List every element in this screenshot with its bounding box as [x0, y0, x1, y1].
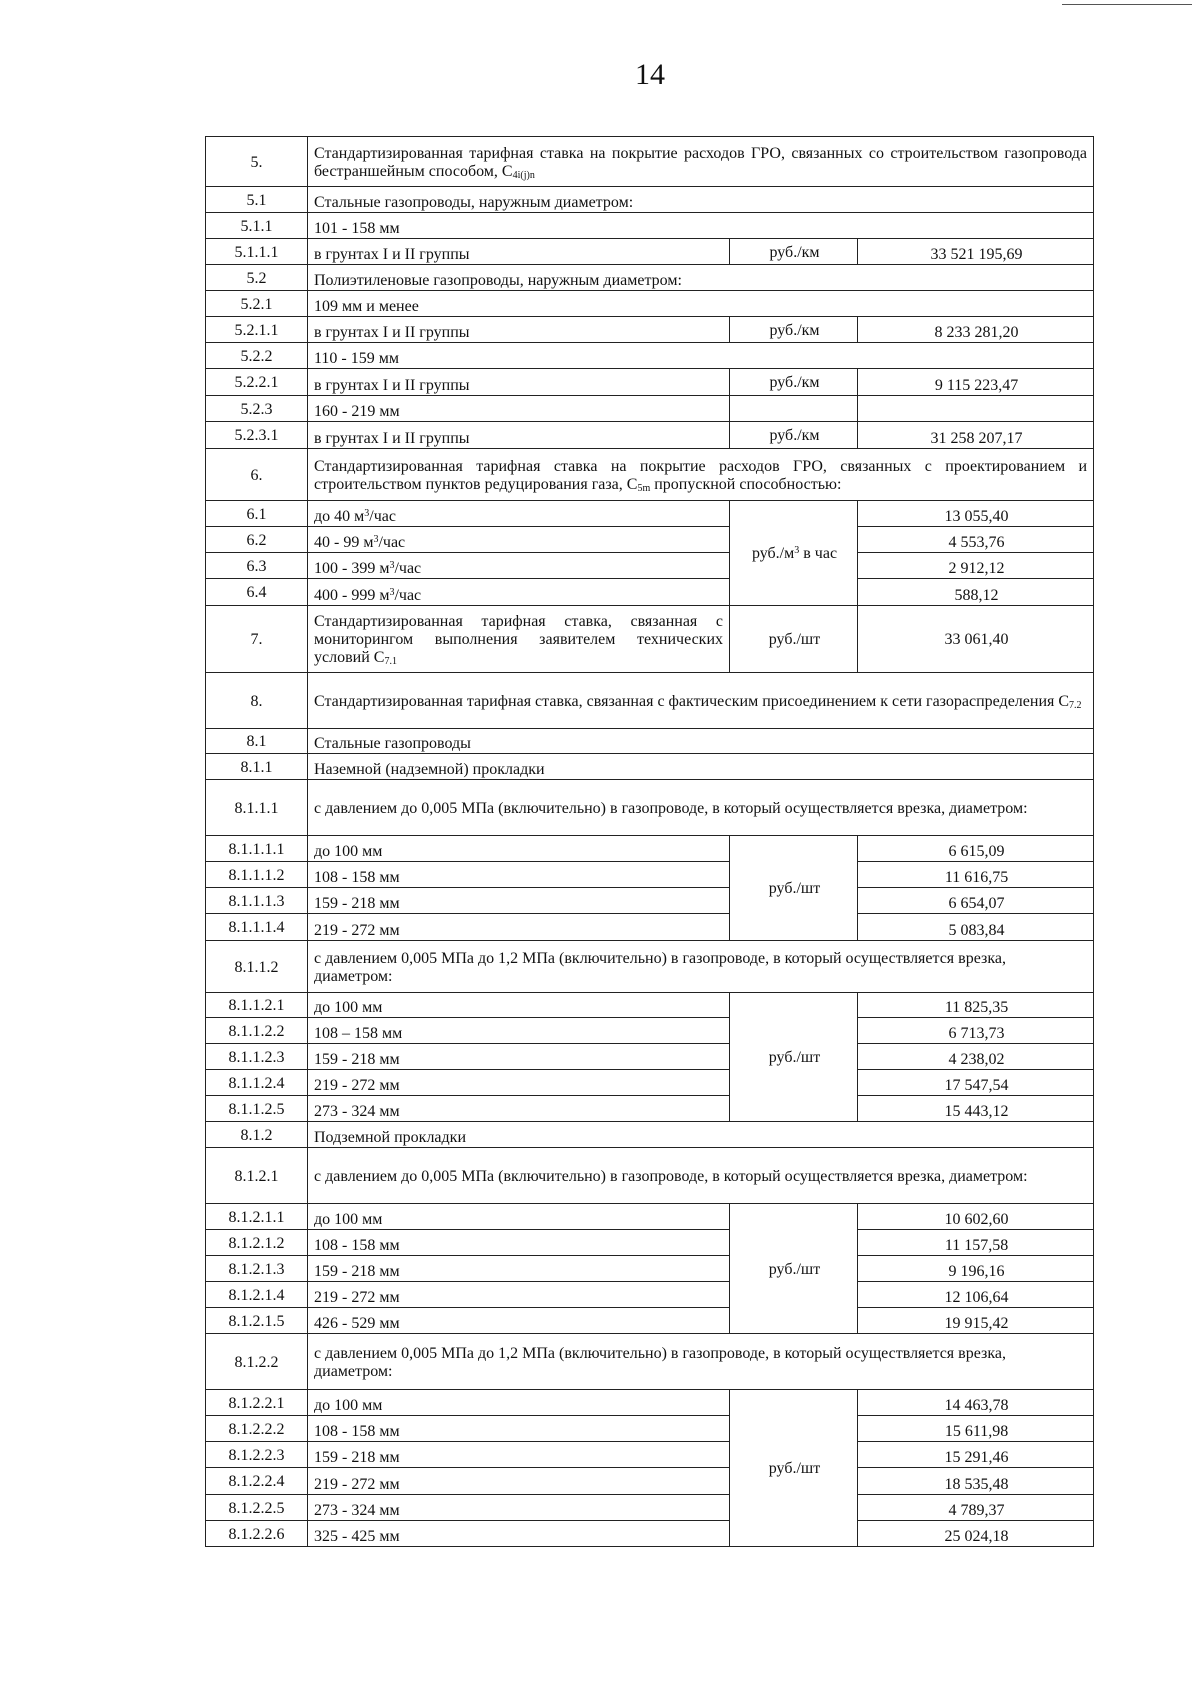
row-number: 8.1.2.2 — [206, 1334, 308, 1390]
row-unit: руб./шт — [730, 993, 858, 1122]
superscript: 3 — [389, 560, 395, 571]
row-description: 219 - 272 мм — [308, 1468, 730, 1495]
row-value: 6 654,07 — [858, 888, 1094, 914]
table-row — [206, 1442, 1094, 1468]
row-description: 219 - 272 мм — [308, 1070, 730, 1096]
table-row — [206, 1308, 1094, 1334]
row-number: 5.2.1 — [206, 291, 308, 317]
row-value: 4 553,76 — [858, 527, 1094, 553]
row-description — [308, 673, 1094, 729]
row-value: 33 061,40 — [858, 606, 1094, 673]
table-row — [206, 729, 1094, 754]
table-row — [206, 1521, 1094, 1547]
table-row — [206, 780, 1094, 836]
table-row — [206, 1230, 1094, 1256]
row-value: 13 055,40 — [858, 501, 1094, 527]
row-description: Стальные газопроводы — [308, 729, 1094, 754]
row-value: 25 024,18 — [858, 1521, 1094, 1547]
row-number: 5.2.2.1 — [206, 369, 308, 396]
tariff-table — [205, 136, 1094, 1547]
table-row — [206, 1122, 1094, 1148]
row-description: 426 - 529 мм — [308, 1308, 730, 1334]
row-unit: руб./шт — [730, 606, 858, 673]
row-number: 5.1 — [206, 187, 308, 213]
table-row — [206, 1018, 1094, 1044]
superscript: 3 — [364, 508, 370, 519]
row-text-after: /час — [394, 560, 422, 577]
row-description: Полиэтиленовые газопроводы, наружным диаметром: — [308, 265, 1094, 291]
row-description — [308, 137, 1094, 187]
row-description: 110 - 159 мм — [308, 343, 1094, 369]
row-text: Стандартизированная тарифная ставка на покрытие расходов ГРО, связанных с проектированием и строительством пунктов редуцирования газа, C — [314, 457, 1088, 493]
table-row — [206, 527, 1094, 553]
row-number: 8.1.2.1.1 — [206, 1204, 308, 1230]
table-row — [206, 265, 1094, 291]
row-description: до 100 мм — [308, 993, 730, 1018]
table-row — [206, 553, 1094, 579]
row-number: 8.1.2.2.2 — [206, 1416, 308, 1442]
row-unit: руб./шт — [730, 1390, 858, 1547]
row-value: 33 521 195,69 — [858, 239, 1094, 265]
row-value: 15 611,98 — [858, 1416, 1094, 1442]
row-description: в грунтах I и II группы — [308, 422, 730, 449]
row-number: 8.1.1.2.3 — [206, 1044, 308, 1070]
table-row — [206, 579, 1094, 606]
row-value: 17 547,54 — [858, 1070, 1094, 1096]
row-number: 6.3 — [206, 553, 308, 579]
row-description: Наземной (надземной) прокладки — [308, 754, 1094, 780]
row-number: 8.1.2.2.4 — [206, 1468, 308, 1495]
table-row — [206, 1070, 1094, 1096]
row-number: 8.1.1.2.2 — [206, 1018, 308, 1044]
row-number: 8.1.2.2.3 — [206, 1442, 308, 1468]
row-number: 5.2.2 — [206, 343, 308, 369]
subscript: 7.1 — [384, 656, 397, 667]
table-row — [206, 369, 1094, 396]
row-description: 159 - 218 мм — [308, 888, 730, 914]
superscript: 3 — [373, 534, 379, 545]
page-number: 14 — [635, 58, 665, 91]
row-number: 6.4 — [206, 579, 308, 606]
row-value: 12 106,64 — [858, 1282, 1094, 1308]
table-row — [206, 1468, 1094, 1495]
row-description — [308, 579, 730, 606]
row-number: 5.2.1.1 — [206, 317, 308, 343]
row-text: 40 - 99 м — [314, 534, 374, 551]
row-value: 11 157,58 — [858, 1230, 1094, 1256]
row-number: 8.1.1.1.1 — [206, 836, 308, 862]
table-row — [206, 941, 1094, 993]
row-value: 19 915,42 — [858, 1308, 1094, 1334]
row-number: 8.1.2.1.5 — [206, 1308, 308, 1334]
top-edge-rule — [1062, 4, 1192, 5]
row-number: 5.2.3.1 — [206, 422, 308, 449]
row-value: 9 115 223,47 — [858, 369, 1094, 396]
superscript: 3 — [389, 587, 395, 598]
row-number: 8.1.1.1.4 — [206, 914, 308, 941]
row-number: 8.1.2 — [206, 1122, 308, 1148]
row-number: 8.1.2.2.1 — [206, 1390, 308, 1416]
table-row — [206, 291, 1094, 317]
table-row — [206, 1256, 1094, 1282]
row-value: 4 238,02 — [858, 1044, 1094, 1070]
table-row — [206, 1204, 1094, 1230]
row-value: 2 912,12 — [858, 553, 1094, 579]
row-description: в грунтах I и II группы — [308, 239, 730, 265]
row-number: 8.1 — [206, 729, 308, 754]
row-unit: руб./шт — [730, 1204, 858, 1334]
row-number: 8.1.1.1.3 — [206, 888, 308, 914]
row-value: 4 789,37 — [858, 1495, 1094, 1521]
row-text-after: пропускной способностью: — [650, 475, 842, 493]
row-description: с давлением 0,005 МПа до 1,2 МПа (включительно) в газопроводе, в который осуществляется врезка, диаметром: — [308, 941, 1094, 993]
row-value: 11 616,75 — [858, 862, 1094, 888]
row-description: в грунтах I и II группы — [308, 369, 730, 396]
table-row — [206, 137, 1094, 187]
table-row — [206, 836, 1094, 862]
table-row — [206, 239, 1094, 265]
row-number: 8.1.1.2 — [206, 941, 308, 993]
row-number: 8.1.1 — [206, 754, 308, 780]
row-number: 6.1 — [206, 501, 308, 527]
table-row — [206, 754, 1094, 780]
row-description: 273 - 324 мм — [308, 1096, 730, 1122]
table-row — [206, 343, 1094, 369]
row-unit: руб./км — [730, 239, 858, 265]
row-description: 273 - 324 мм — [308, 1495, 730, 1521]
table-row — [206, 1495, 1094, 1521]
row-number: 8.1.2.1.2 — [206, 1230, 308, 1256]
row-description: 108 - 158 мм — [308, 1416, 730, 1442]
superscript: 3 — [794, 545, 800, 556]
row-description: Подземной прокладки — [308, 1122, 1094, 1148]
row-description: до 100 мм — [308, 836, 730, 862]
table-row — [206, 1096, 1094, 1122]
row-number: 8.1.1.1 — [206, 780, 308, 836]
table-row — [206, 1282, 1094, 1308]
row-value: 9 196,16 — [858, 1256, 1094, 1282]
row-description: 219 - 272 мм — [308, 914, 730, 941]
row-description: до 100 мм — [308, 1204, 730, 1230]
row-number: 8.1.2.1.4 — [206, 1282, 308, 1308]
row-unit: руб./км — [730, 422, 858, 449]
row-description — [308, 606, 730, 673]
table-row — [206, 606, 1094, 673]
row-value: 14 463,78 — [858, 1390, 1094, 1416]
table-row — [206, 1416, 1094, 1442]
row-number: 8.1.1.1.2 — [206, 862, 308, 888]
row-value: 588,12 — [858, 579, 1094, 606]
row-description: в грунтах I и II группы — [308, 317, 730, 343]
row-unit — [730, 501, 858, 606]
row-number: 5.1.1 — [206, 213, 308, 239]
table-row — [206, 673, 1094, 729]
row-description: 108 - 158 мм — [308, 862, 730, 888]
row-description: 159 - 218 мм — [308, 1044, 730, 1070]
row-description: 325 - 425 мм — [308, 1521, 730, 1547]
row-number: 5. — [206, 137, 308, 187]
row-description: Стальные газопроводы, наружным диаметром: — [308, 187, 1094, 213]
row-number: 8.1.1.2.5 — [206, 1096, 308, 1122]
table-row — [206, 993, 1094, 1018]
row-number: 8.1.1.2.1 — [206, 993, 308, 1018]
row-value: 5 083,84 — [858, 914, 1094, 941]
row-number: 8.1.2.2.5 — [206, 1495, 308, 1521]
row-description — [308, 449, 1094, 501]
row-number: 6. — [206, 449, 308, 501]
row-description: с давлением до 0,005 МПа (включительно) в газопроводе, в который осуществляется врезка, диаметром: — [308, 780, 1094, 836]
row-number: 8.1.2.2.6 — [206, 1521, 308, 1547]
row-description: 219 - 272 мм — [308, 1282, 730, 1308]
row-number: 5.1.1.1 — [206, 239, 308, 265]
row-number: 6.2 — [206, 527, 308, 553]
row-value: 31 258 207,17 — [858, 422, 1094, 449]
row-unit: руб./шт — [730, 836, 858, 941]
row-value: 11 825,35 — [858, 993, 1094, 1018]
row-unit: руб./км — [730, 317, 858, 343]
row-description: 108 - 158 мм — [308, 1230, 730, 1256]
table-row — [206, 422, 1094, 449]
unit-text-after: в час — [799, 545, 838, 562]
row-value: 6 713,73 — [858, 1018, 1094, 1044]
row-description: до 100 мм — [308, 1390, 730, 1416]
subscript: 7.2 — [1069, 699, 1082, 711]
table-row — [206, 914, 1094, 941]
table-row — [206, 317, 1094, 343]
table-row — [206, 1334, 1094, 1390]
row-description — [308, 553, 730, 579]
row-number: 5.2.3 — [206, 396, 308, 422]
row-text-after: /час — [369, 508, 396, 525]
row-number: 7. — [206, 606, 308, 673]
empty-cell — [730, 396, 858, 422]
table-row — [206, 1390, 1094, 1416]
row-description: с давлением 0,005 МПа до 1,2 МПа (включительно) в газопроводе, в который осуществляется врезка, диаметром: — [308, 1334, 1094, 1390]
row-text: Стандартизированная тарифная ставка на покрытие расходов ГРО, связанных со строительством газопровода бестраншейным способом, C — [314, 144, 1088, 180]
empty-cell — [858, 396, 1094, 422]
row-value: 18 535,48 — [858, 1468, 1094, 1495]
row-text-after: /час — [378, 534, 406, 551]
row-description: 159 - 218 мм — [308, 1442, 730, 1468]
row-value: 15 291,46 — [858, 1442, 1094, 1468]
row-description: с давлением до 0,005 МПа (включительно) в газопроводе, в который осуществляется врезка, диаметром: — [308, 1148, 1094, 1204]
row-number: 5.2 — [206, 265, 308, 291]
table-row — [206, 1044, 1094, 1070]
row-value: 8 233 281,20 — [858, 317, 1094, 343]
subscript: 4i(j)n — [512, 169, 535, 181]
row-value: 15 443,12 — [858, 1096, 1094, 1122]
row-description: 108 – 158 мм — [308, 1018, 730, 1044]
row-number: 8.1.2.1.3 — [206, 1256, 308, 1282]
row-description — [308, 501, 730, 527]
row-number: 8. — [206, 673, 308, 729]
table-row — [206, 1148, 1094, 1204]
row-unit: руб./км — [730, 369, 858, 396]
table-row — [206, 213, 1094, 239]
table-row — [206, 396, 1094, 422]
row-description: 109 мм и менее — [308, 291, 1094, 317]
table-row — [206, 501, 1094, 527]
row-description: 101 - 158 мм — [308, 213, 1094, 239]
table-row — [206, 888, 1094, 914]
row-description: 160 - 219 мм — [308, 396, 730, 422]
row-text: 100 - 399 м — [314, 560, 390, 577]
row-number: 8.1.1.2.4 — [206, 1070, 308, 1096]
row-number: 8.1.2.1 — [206, 1148, 308, 1204]
row-text: Стандартизированная тарифная ставка, связанная с мониторингом выполнения заявителем технических условий C — [314, 613, 723, 666]
table-row — [206, 187, 1094, 213]
row-value: 10 602,60 — [858, 1204, 1094, 1230]
row-text-after: /час — [394, 587, 422, 604]
row-text: 400 - 999 м — [314, 587, 390, 604]
row-description — [308, 527, 730, 553]
row-text: до 40 м — [314, 508, 365, 525]
table-row — [206, 449, 1094, 501]
row-value: 6 615,09 — [858, 836, 1094, 862]
row-text: Стандартизированная тарифная ставка, связанная с фактическим присоединением к сети газораспределения C — [314, 692, 1070, 710]
row-description: 159 - 218 мм — [308, 1256, 730, 1282]
unit-text: руб./м — [751, 545, 795, 562]
subscript: 5m — [637, 482, 651, 494]
table-row — [206, 862, 1094, 888]
